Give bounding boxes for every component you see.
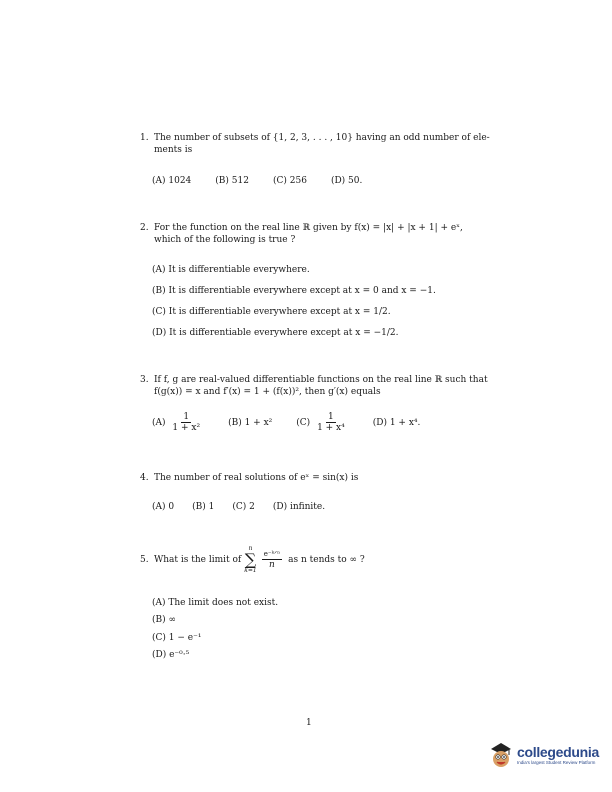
question-text: What is the limit of [154, 554, 242, 565]
q2-option-c: (C) It is differentiable everywhere except at x = 1/2. [152, 307, 391, 317]
question-text-cont: as n tends to ∞ ? [288, 554, 365, 565]
q5-option-b: (B) ∞ [152, 615, 176, 625]
fraction-numerator: e⁻ᵏᐟⁿ [263, 550, 281, 558]
fraction-numerator: 1 [183, 412, 190, 422]
q4-options [152, 502, 349, 512]
option-d: (D) 1 + x⁴. [372, 417, 421, 428]
question-number: 3. [140, 375, 149, 385]
question-number: 5. [140, 554, 149, 565]
option-a-label: (A) [152, 418, 166, 428]
q2-option-b: (B) It is differentiable everywhere except at x = 0 and x = −1. [152, 286, 436, 296]
sum-lower-limit: k=1 [244, 567, 257, 574]
question-4 [140, 472, 510, 484]
fraction-denominator: n [269, 560, 275, 570]
question-text-cont: f(g(x)) = x and f′(x) = 1 + (f(x))², then g′(x) equals [154, 387, 381, 397]
summation [244, 545, 256, 574]
option-a-fraction [170, 412, 202, 433]
q2-option-d: (D) It is differentiable everywhere except at x = −1/2. [152, 328, 399, 338]
fraction-numerator: 1 [328, 412, 334, 422]
q5-option-c: (C) 1 − e⁻¹ [152, 633, 202, 643]
sum-symbol: ∑ [244, 550, 257, 569]
question-1 [140, 132, 510, 156]
question-text: The number of real solutions of eˣ = sin(x) is [154, 473, 359, 483]
sum-upper-limit: n [248, 545, 253, 552]
option-c: (C) 2 [232, 502, 255, 512]
question-text: For the function on the real line ℝ given by f(x) = |x| + |x + 1| + eˣ, [154, 223, 463, 233]
question-5 [140, 545, 510, 574]
q5-option-a: (A) The limit does not exist. [152, 598, 279, 608]
page-number: 1 [306, 718, 312, 728]
option-c [296, 412, 348, 433]
option-c-label: (C) [296, 418, 311, 428]
q2-option-a: (A) It is differentiable everywhere. [152, 265, 310, 275]
option-b: (B) 1 [192, 502, 215, 512]
question-number: 1. [140, 133, 149, 143]
q1-options [152, 176, 386, 186]
option-d: (D) infinite. [272, 502, 326, 512]
brand-tagline: India's largest Student Review Platform [517, 759, 596, 765]
summand-fraction [262, 549, 282, 570]
fraction-denominator: 1 + x² [172, 423, 201, 433]
question-number: 4. [140, 473, 149, 483]
option-d: (D) 50. [330, 176, 363, 186]
question-text-cont: which of the following is true ? [154, 235, 296, 245]
option-c-fraction [315, 412, 347, 433]
brand-name: collegedunia [517, 743, 599, 760]
question-number: 2. [140, 223, 149, 233]
q5-option-d: (D) e⁻⁰·⁵ [152, 650, 190, 660]
question-text-cont: ments is [154, 145, 193, 155]
option-b: (B) 512 [215, 176, 249, 186]
option-b: (B) 1 + x² [228, 417, 273, 428]
option-a: (A) 1024 [152, 176, 192, 186]
collegedunia-logo [488, 740, 599, 770]
option-c: (C) 256 [272, 176, 307, 186]
question-3 [140, 374, 510, 398]
fraction-denominator: 1 + x⁴ [317, 423, 345, 433]
question-text: The number of subsets of {1, 2, 3, . . . , 10} having an odd number of ele- [154, 133, 490, 143]
option-a [152, 412, 204, 433]
question-2 [140, 222, 510, 246]
option-a: (A) 0 [152, 502, 175, 512]
mascot-icon [488, 740, 514, 770]
q3-options [152, 412, 444, 433]
question-text: If f, g are real-valued differentiable functions on the real line ℝ such that [154, 375, 488, 385]
